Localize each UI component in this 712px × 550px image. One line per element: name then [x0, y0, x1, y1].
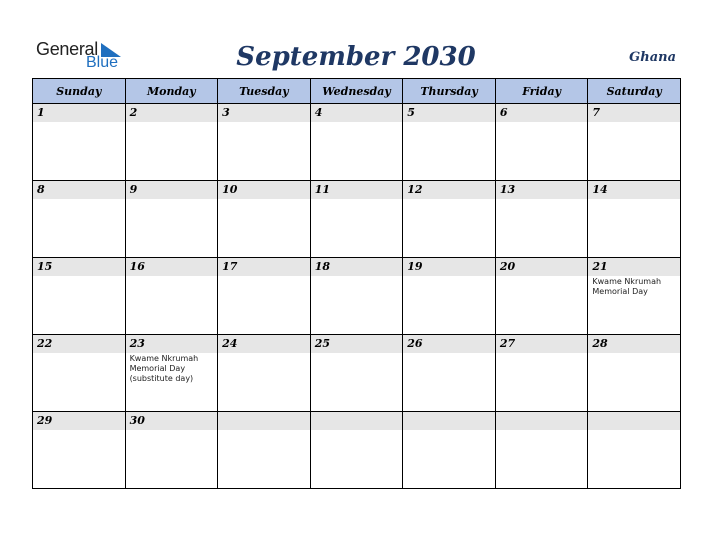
day-cell [403, 104, 496, 181]
day-cell [33, 181, 126, 258]
day-number: 20 [496, 258, 588, 276]
day-number: 10 [218, 181, 310, 199]
day-number: 17 [218, 258, 310, 276]
day-cell [33, 335, 126, 412]
day-number: 14 [588, 181, 680, 199]
day-number: 5 [403, 104, 495, 122]
day-cell [218, 335, 311, 412]
day-cell [495, 335, 588, 412]
day-cell [310, 412, 403, 489]
day-cell [403, 258, 496, 335]
day-number: 27 [496, 335, 588, 353]
country-label: Ghana [629, 50, 676, 65]
day-number: 25 [311, 335, 403, 353]
weekday-header-row [33, 79, 681, 104]
day-number: 11 [311, 181, 403, 199]
day-cell [588, 181, 681, 258]
holiday-event: Kwame Nkrumah Memorial Day [592, 277, 662, 296]
holiday-event: Kwame Nkrumah Memorial Day (substitute day) [129, 354, 199, 383]
calendar-grid [32, 78, 681, 489]
day-cell [125, 335, 218, 412]
weekday-header: Monday [125, 79, 218, 104]
day-cell [125, 181, 218, 258]
logo-text-general: General [36, 39, 98, 59]
day-cell [588, 412, 681, 489]
day-cell [495, 104, 588, 181]
weekday-header: Wednesday [310, 79, 403, 104]
day-number: 3 [218, 104, 310, 122]
day-cell [33, 258, 126, 335]
day-number [403, 412, 495, 430]
day-number [311, 412, 403, 430]
day-cell [310, 258, 403, 335]
week-row [33, 258, 681, 335]
day-number: 9 [126, 181, 218, 199]
day-number [588, 412, 680, 430]
day-number: 26 [403, 335, 495, 353]
day-cell [588, 335, 681, 412]
day-cell [495, 258, 588, 335]
day-number: 8 [33, 181, 125, 199]
day-cell [310, 335, 403, 412]
day-number: 2 [126, 104, 218, 122]
week-row [33, 412, 681, 489]
weekday-header: Thursday [403, 79, 496, 104]
day-cell [310, 104, 403, 181]
week-row [33, 181, 681, 258]
day-number: 18 [311, 258, 403, 276]
day-number: 21 [588, 258, 680, 276]
day-number: 30 [126, 412, 218, 430]
day-number: 6 [496, 104, 588, 122]
day-cell [310, 181, 403, 258]
day-cell [588, 104, 681, 181]
day-number: 29 [33, 412, 125, 430]
day-number: 7 [588, 104, 680, 122]
day-number: 23 [126, 335, 218, 353]
day-number: 4 [311, 104, 403, 122]
day-cell [403, 335, 496, 412]
day-cell [33, 104, 126, 181]
day-cell [218, 258, 311, 335]
day-cell [403, 412, 496, 489]
day-cell [33, 412, 126, 489]
day-cell [218, 104, 311, 181]
day-number: 15 [33, 258, 125, 276]
day-number: 22 [33, 335, 125, 353]
day-number: 1 [33, 104, 125, 122]
day-cell [125, 412, 218, 489]
day-cell [125, 258, 218, 335]
day-cell [218, 181, 311, 258]
day-cell [495, 181, 588, 258]
day-number: 24 [218, 335, 310, 353]
week-row [33, 335, 681, 412]
weekday-header: Tuesday [218, 79, 311, 104]
weekday-header: Saturday [588, 79, 681, 104]
calendar-title: September 2030 [236, 42, 476, 72]
weekday-header: Sunday [33, 79, 126, 104]
day-cell [495, 412, 588, 489]
day-number: 16 [126, 258, 218, 276]
day-cell [403, 181, 496, 258]
day-cell [218, 412, 311, 489]
day-number [218, 412, 310, 430]
day-cell [125, 104, 218, 181]
week-row [33, 104, 681, 181]
day-number: 12 [403, 181, 495, 199]
day-number: 19 [403, 258, 495, 276]
day-number: 13 [496, 181, 588, 199]
day-number [496, 412, 588, 430]
weekday-header: Friday [495, 79, 588, 104]
day-cell [588, 258, 681, 335]
logo-text-blue: Blue [86, 54, 119, 71]
day-number: 28 [588, 335, 680, 353]
